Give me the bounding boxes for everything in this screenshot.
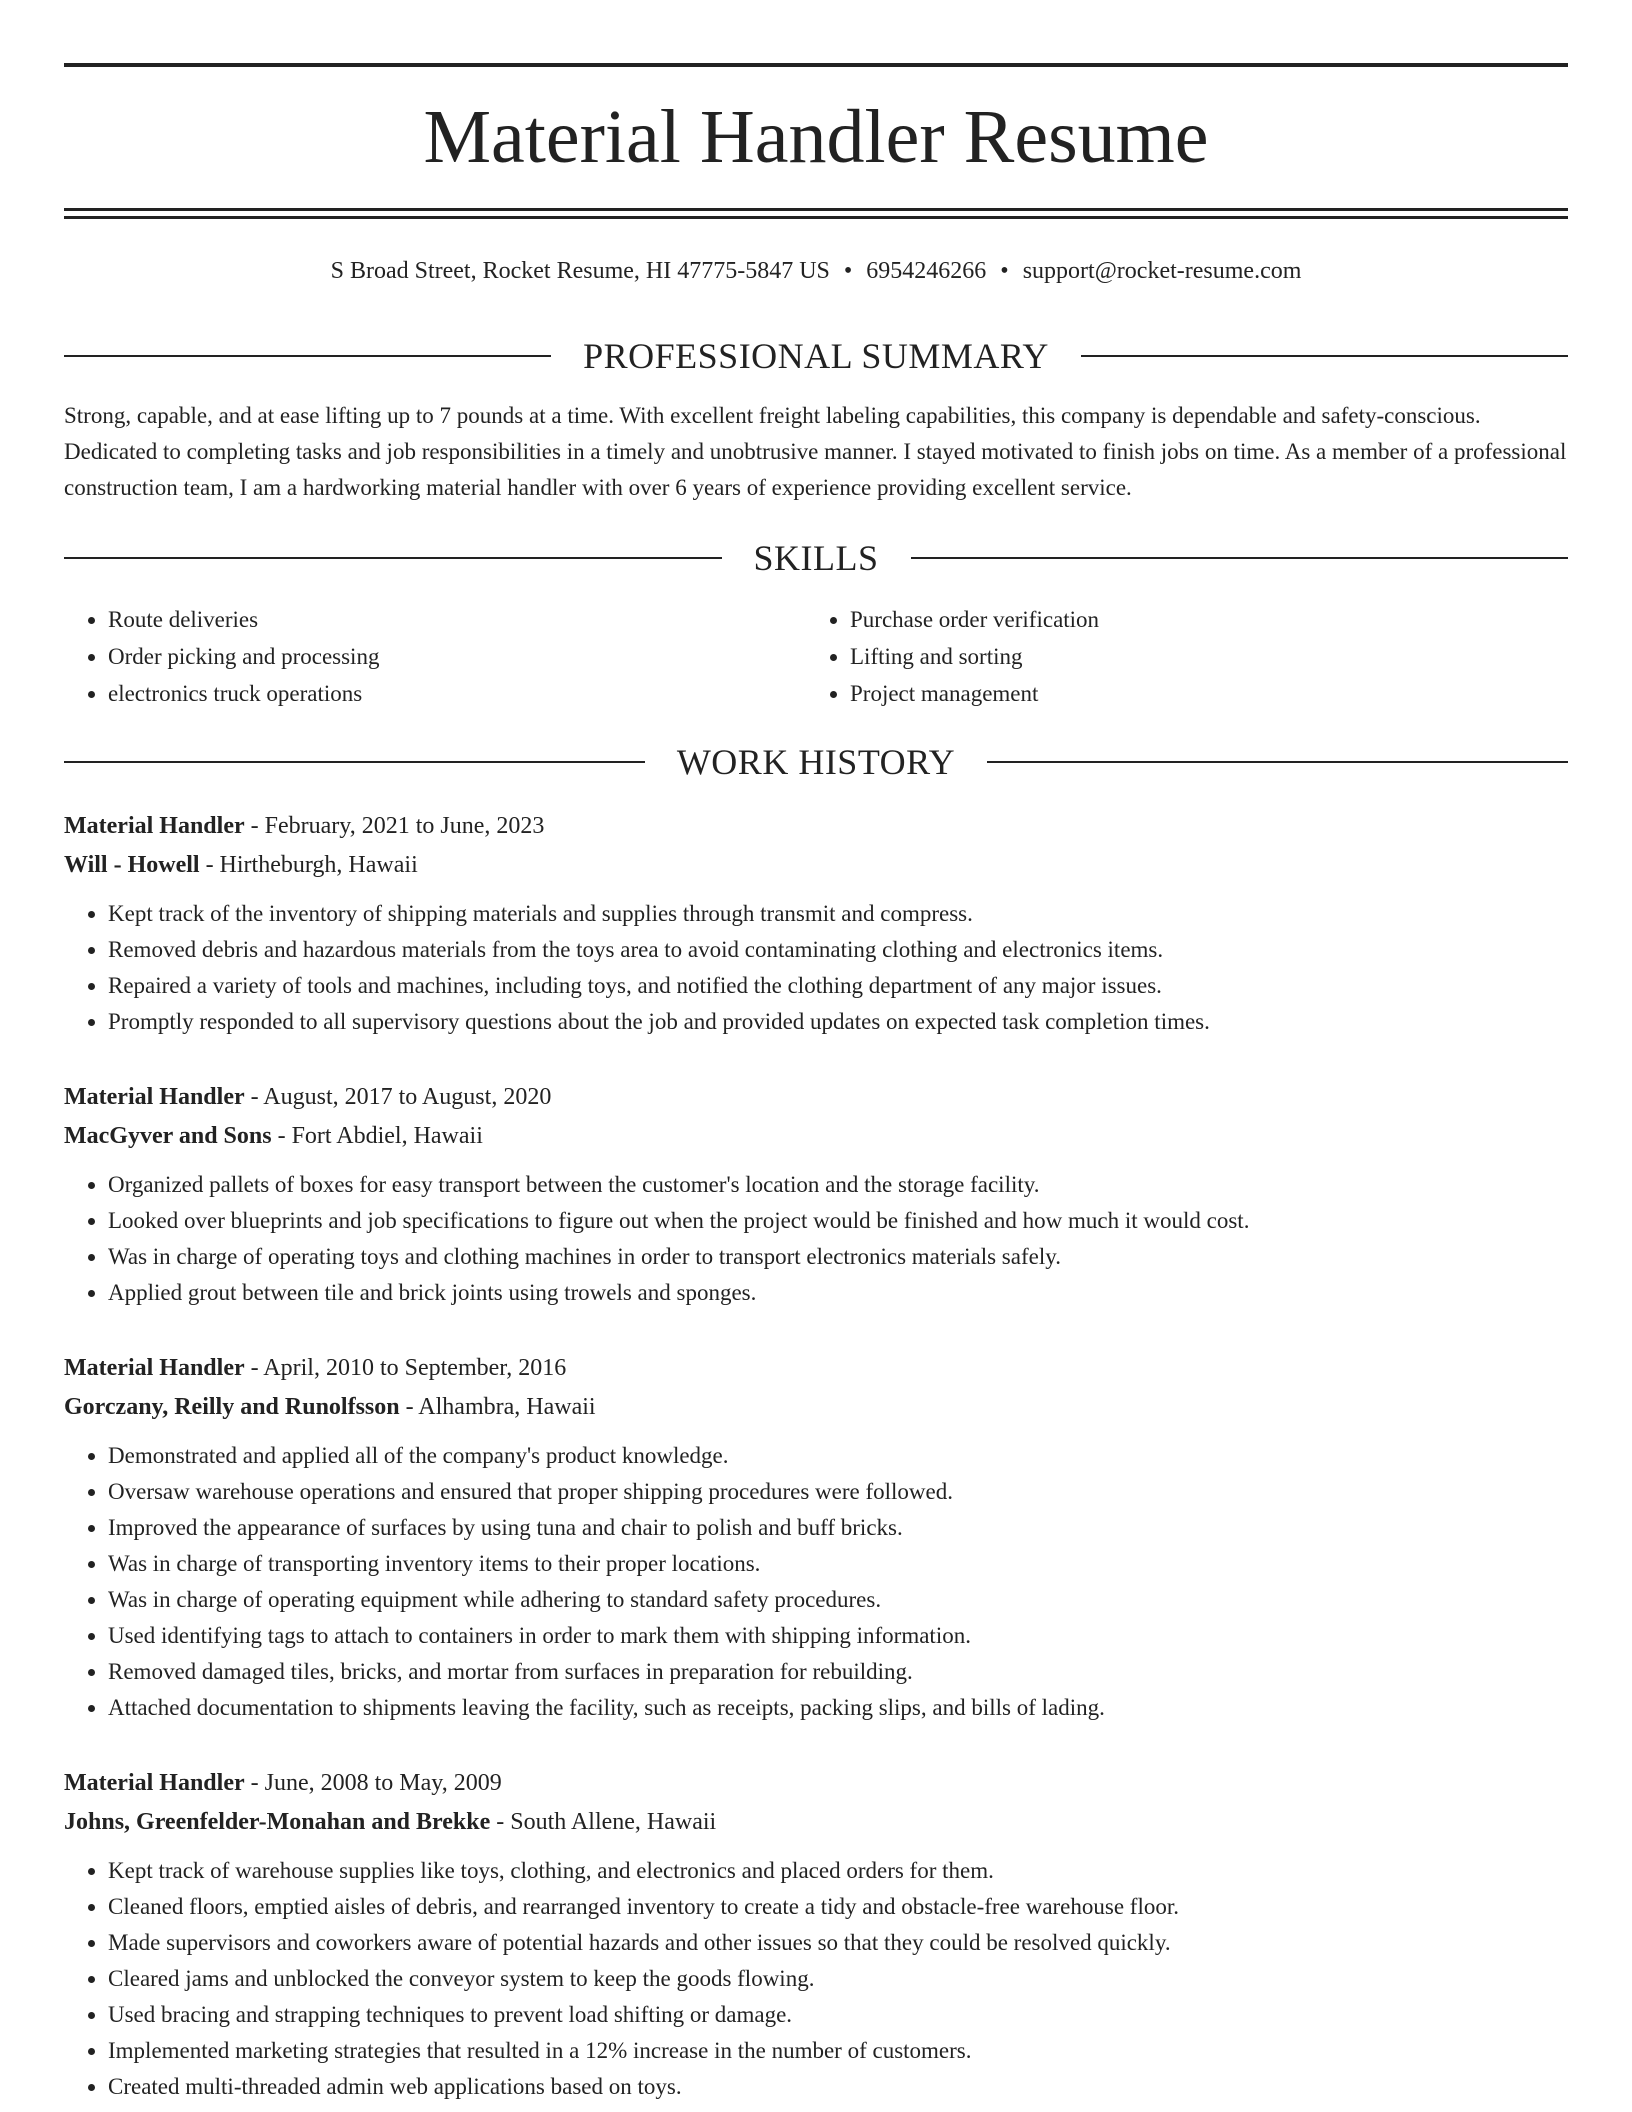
duty-item: • Promptly responded to all supervisory questions about the job and provided updates on expected task completion times. xyxy=(108,1004,1568,1040)
title-rule xyxy=(64,208,1568,211)
job-dates: - June, 2008 to May, 2009 xyxy=(250,1770,502,1796)
divider xyxy=(987,761,1568,763)
skills-list xyxy=(64,601,1568,712)
job-duties xyxy=(64,1853,1568,2105)
job-company: Johns, Greenfelder-Monahan and Brekke xyxy=(64,1809,491,1835)
duty-item: • Kept track of the inventory of shipping materials and supplies through transmit and compress. xyxy=(108,896,1568,932)
duty-item: • Used bracing and strapping techniques to prevent load shifting or damage. xyxy=(108,1997,1568,2033)
top-rule xyxy=(64,63,1568,67)
summary-text: Strong, capable, and at ease lifting up to 7 pounds at a time. With excellent freight labeling capabilities, this company is dependable and safety-conscious. Dedicated to completing tasks and job responsibilities in a timely and unobtrusive manner. I stayed motivated to finish jobs on time. As a member of a professional construction team, I am a hardworking material handler with over 6 years of experience providing excellent service. xyxy=(64,403,1567,500)
job-dates: - April, 2010 to September, 2016 xyxy=(250,1355,567,1381)
divider xyxy=(1081,355,1568,357)
duty-item: • Implemented marketing strategies that resulted in a 12% increase in the number of customers. xyxy=(108,2033,1568,2069)
job-company: Will - Howell xyxy=(64,852,200,878)
job-company-line xyxy=(64,1803,1568,1841)
skill-item: • Project management xyxy=(850,675,1548,712)
section-heading: SKILLS xyxy=(753,538,879,578)
duty-item: • Created multi-threaded admin web applications based on toys. xyxy=(108,2069,1568,2105)
contact-address: S Broad Street, Rocket Resume, HI 47775-5847 US xyxy=(330,258,830,284)
skills-column-left xyxy=(64,601,806,712)
summary-heading-row xyxy=(64,334,1568,378)
duty-item: • Used identifying tags to attach to containers in order to mark them with shipping information. xyxy=(108,1618,1568,1654)
duty-item: • Demonstrated and applied all of the company's product knowledge. xyxy=(108,1438,1568,1474)
job-entry xyxy=(64,1077,1568,1311)
duty-item: • Cleaned floors, emptied aisles of debris, and rearranged inventory to create a tidy and obstacle-free warehouse floor. xyxy=(108,1889,1568,1925)
job-title: Material Handler xyxy=(64,1084,245,1110)
duty-item: • Looked over blueprints and job specifications to figure out when the project would be finished and how much it would cost. xyxy=(108,1203,1568,1239)
job-entry xyxy=(64,806,1568,1040)
job-company: Gorczany, Reilly and Runolfsson xyxy=(64,1394,400,1420)
duty-item: • Was in charge of operating toys and clothing machines in order to transport electronics materials safely. xyxy=(108,1239,1568,1275)
job-duties xyxy=(64,896,1568,1040)
contact-email: support@rocket-resume.com xyxy=(1022,258,1302,284)
divider xyxy=(64,557,722,559)
divider xyxy=(64,761,645,763)
job-role-line xyxy=(64,1077,1568,1117)
job-company-line xyxy=(64,846,1568,884)
skill-item: • Order picking and processing xyxy=(108,638,806,675)
divider xyxy=(911,557,1569,559)
duty-item: • Attached documentation to shipments leaving the facility, such as receipts, packing slips, and bills of lading. xyxy=(108,1690,1568,1726)
duty-item: • Cleared jams and unblocked the conveyor system to keep the goods flowing. xyxy=(108,1961,1568,1997)
skills-heading-row xyxy=(64,536,1568,580)
job-dates: - February, 2021 to June, 2023 xyxy=(250,813,545,839)
duty-item: • Removed damaged tiles, bricks, and mortar from surfaces in preparation for rebuilding. xyxy=(108,1654,1568,1690)
skill-item: • Lifting and sorting xyxy=(850,638,1548,675)
job-location: - South Allene, Hawaii xyxy=(496,1809,717,1835)
job-title: Material Handler xyxy=(64,1770,245,1796)
job-duties xyxy=(64,1438,1568,1726)
job-entry xyxy=(64,1763,1568,2105)
duty-item: • Was in charge of transporting inventory items to their proper locations. xyxy=(108,1546,1568,1582)
job-title: Material Handler xyxy=(64,813,245,839)
duty-item: • Was in charge of operating equipment while adhering to standard safety procedures. xyxy=(108,1582,1568,1618)
job-location: - Fort Abdiel, Hawaii xyxy=(277,1123,483,1149)
duty-item: • Organized pallets of boxes for easy transport between the customer's location and the storage facility. xyxy=(108,1167,1568,1203)
page-title: Material Handler Resume xyxy=(423,95,1209,179)
duty-item: • Oversaw warehouse operations and ensured that proper shipping procedures were followed. xyxy=(108,1474,1568,1510)
job-role-line xyxy=(64,1763,1568,1803)
contact-phone: 6954246266 xyxy=(866,258,987,284)
work-heading-row xyxy=(64,740,1568,784)
skill-item: • Route deliveries xyxy=(108,601,806,638)
job-entry xyxy=(64,1348,1568,1726)
job-location: - Hirtheburgh, Hawaii xyxy=(205,852,418,878)
duty-item: • Applied grout between tile and brick joints using trowels and sponges. xyxy=(108,1275,1568,1311)
job-duties xyxy=(64,1167,1568,1311)
job-title: Material Handler xyxy=(64,1355,245,1381)
contact-line xyxy=(64,255,1568,287)
divider xyxy=(64,355,551,357)
title-rule xyxy=(64,216,1568,219)
section-heading: PROFESSIONAL SUMMARY xyxy=(583,336,1049,376)
duty-item: • Kept track of warehouse supplies like toys, clothing, and electronics and placed orders for them. xyxy=(108,1853,1568,1889)
duty-item: • Improved the appearance of surfaces by using tuna and chair to polish and buff bricks. xyxy=(108,1510,1568,1546)
job-company-line xyxy=(64,1388,1568,1426)
job-role-line xyxy=(64,1348,1568,1388)
skill-item: • electronics truck operations xyxy=(108,675,806,712)
job-company: MacGyver and Sons xyxy=(64,1123,272,1149)
job-dates: - August, 2017 to August, 2020 xyxy=(250,1084,552,1110)
job-company-line xyxy=(64,1117,1568,1155)
job-role-line xyxy=(64,806,1568,846)
section-heading: WORK HISTORY xyxy=(676,742,956,782)
skill-item: • Purchase order verification xyxy=(850,601,1548,638)
duty-item: • Made supervisors and coworkers aware of potential hazards and other issues so that they could be resolved quickly. xyxy=(108,1925,1568,1961)
contact-separator: • xyxy=(1000,258,1009,284)
duty-item: • Repaired a variety of tools and machines, including toys, and notified the clothing department of any major issues. xyxy=(108,968,1568,1004)
duty-item: • Removed debris and hazardous materials from the toys area to avoid contaminating clothing and electronics items. xyxy=(108,932,1568,968)
contact-separator: • xyxy=(843,258,853,284)
skills-column-right xyxy=(806,601,1548,712)
job-location: - Alhambra, Hawaii xyxy=(405,1394,596,1420)
